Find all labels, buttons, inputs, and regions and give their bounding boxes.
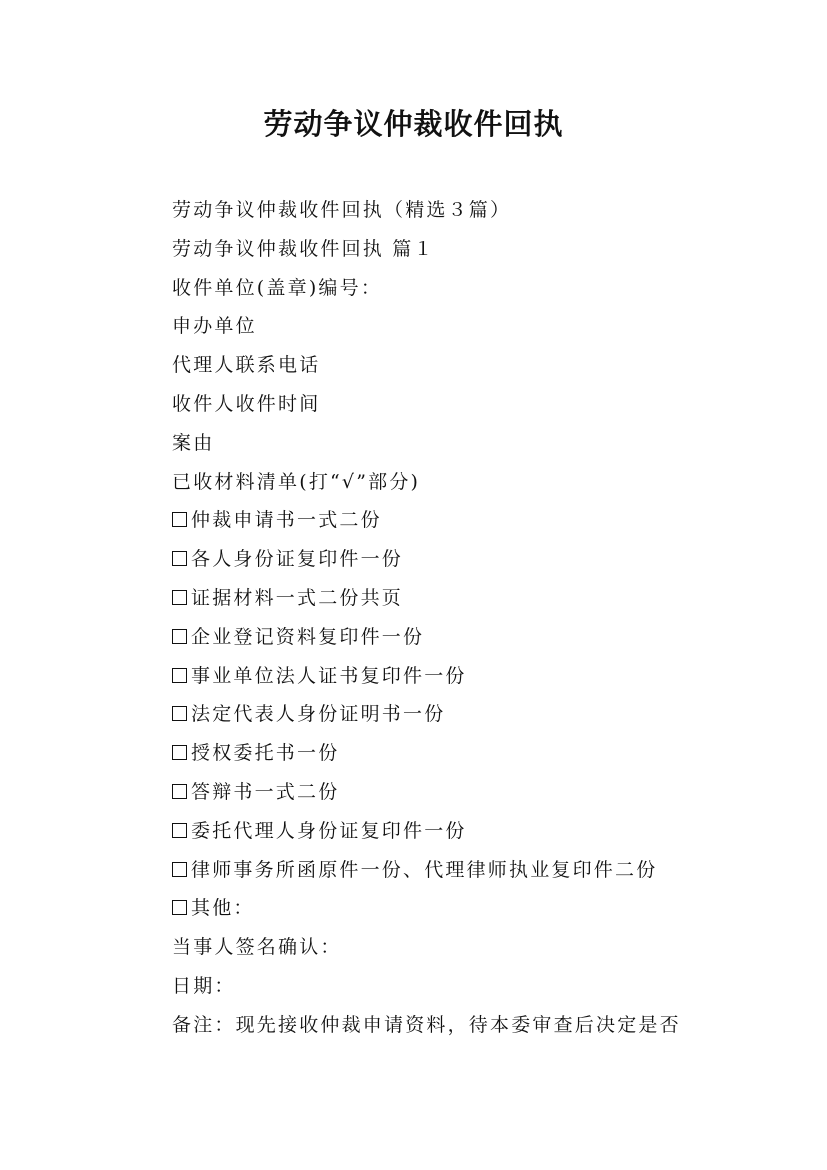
signature-line: 当事人签名确认：: [172, 936, 342, 959]
checklist-item: [172, 505, 772, 544]
checkbox-icon: [172, 900, 187, 915]
materials-list-line: 已收材料清单(打“√”部分): [172, 470, 421, 493]
checklist-item-label: 事业单位法人证书复印件一份: [191, 664, 467, 687]
checklist-item-label: 委托代理人身份证复印件一份: [191, 819, 467, 842]
checklist-item-label: 各人身份证复印件一份: [191, 548, 404, 571]
checkbox-icon: [172, 745, 187, 760]
checklist-item: [172, 816, 772, 855]
checklist-item-label: 授权委托书一份: [191, 742, 340, 765]
applicant-unit-line: 申办单位: [172, 315, 257, 338]
checkbox-icon: [172, 551, 187, 566]
checklist-item-label: 其他：: [191, 897, 255, 920]
checklist-item: [172, 544, 772, 583]
remark-line: 备注：现先接收仲裁申请资料，待本委审查后决定是否: [172, 1013, 681, 1036]
date-line: 日期：: [172, 974, 236, 997]
subtitle-line: 劳动争议仲裁收件回执（精选３篇）: [172, 199, 512, 221]
checklist-item-label: 企业登记资料复印件一份: [191, 625, 425, 648]
checkbox-icon: [172, 823, 187, 838]
checklist-item: [172, 622, 772, 661]
receiving-unit-line: 收件单位(盖章)编号：: [172, 276, 383, 299]
checklist-item-label: 仲裁申请书一式二份: [191, 509, 382, 532]
checkbox-icon: [172, 629, 187, 644]
checklist-item: [172, 893, 772, 932]
checkbox-icon: [172, 590, 187, 605]
checklist-item-label: 证据材料一式二份共页: [191, 586, 404, 609]
checklist-item-label: 法定代表人身份证明书一份: [191, 703, 446, 726]
checklist-item-label: 答辩书一式二份: [191, 780, 340, 803]
part-heading: 劳动争议仲裁收件回执 篇１: [172, 237, 435, 260]
page-title: 劳动争议仲裁收件回执: [263, 107, 564, 141]
checkbox-icon: [172, 706, 187, 721]
checklist-item: [172, 583, 772, 622]
checklist-item: [172, 738, 772, 777]
checkbox-icon: [172, 512, 187, 527]
document-body: [172, 195, 772, 1049]
checklist-item: [172, 855, 772, 894]
checklist-item: [172, 777, 772, 816]
checklist-item-label: 律师事务所函原件一份、代理律师执业复印件二份: [191, 858, 658, 881]
case-cause-line: 案由: [172, 431, 215, 454]
checkbox-icon: [172, 862, 187, 877]
checklist-item: [172, 699, 772, 738]
checkbox-icon: [172, 668, 187, 683]
agent-phone-line: 代理人联系电话: [172, 354, 321, 377]
checkbox-icon: [172, 784, 187, 799]
receiver-time-line: 收件人收件时间: [172, 392, 321, 415]
checklist-item: [172, 661, 772, 700]
